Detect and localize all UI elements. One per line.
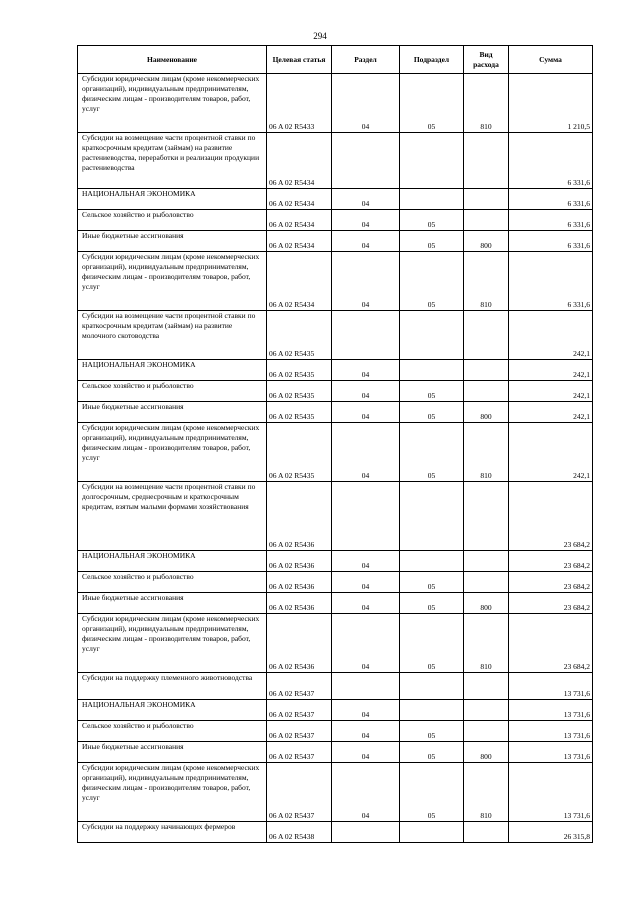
cell-expense-type bbox=[464, 721, 509, 742]
cell-amount: 1 210,5 bbox=[509, 74, 593, 133]
cell-target: 06 A 02 R5434 bbox=[267, 252, 332, 311]
cell-section: 04 bbox=[332, 721, 400, 742]
cell-expense-type bbox=[464, 551, 509, 572]
cell-expense-type bbox=[464, 482, 509, 551]
cell-section: 04 bbox=[332, 381, 400, 402]
cell-target: 06 A 02 R5434 bbox=[267, 189, 332, 210]
cell-name: Иные бюджетные ассигнования bbox=[78, 402, 267, 423]
cell-subsection bbox=[400, 360, 464, 381]
cell-amount: 6 331,6 bbox=[509, 210, 593, 231]
cell-subsection: 05 bbox=[400, 593, 464, 614]
cell-section: 04 bbox=[332, 402, 400, 423]
cell-subsection: 05 bbox=[400, 402, 464, 423]
cell-name: НАЦИОНАЛЬНАЯ ЭКОНОМИКА bbox=[78, 700, 267, 721]
cell-target: 06 A 02 R5437 bbox=[267, 721, 332, 742]
cell-target: 06 A 02 R5436 bbox=[267, 551, 332, 572]
table-row bbox=[78, 721, 593, 742]
cell-amount: 6 331,6 bbox=[509, 252, 593, 311]
table-row bbox=[78, 572, 593, 593]
cell-name: Иные бюджетные ассигнования bbox=[78, 742, 267, 763]
cell-name: Субсидии на возмещение части процентной ставки по долгосрочным, среднесрочным и краткосрочным кредитам, взятым малыми формами хозяйствования bbox=[78, 482, 267, 551]
cell-subsection: 05 bbox=[400, 74, 464, 133]
cell-subsection bbox=[400, 822, 464, 843]
cell-section: 04 bbox=[332, 231, 400, 252]
cell-target: 06 A 02 R5437 bbox=[267, 742, 332, 763]
cell-amount: 242,1 bbox=[509, 360, 593, 381]
cell-amount: 6 331,6 bbox=[509, 231, 593, 252]
cell-section bbox=[332, 133, 400, 189]
cell-subsection bbox=[400, 482, 464, 551]
cell-subsection bbox=[400, 311, 464, 360]
cell-target: 06 A 02 R5435 bbox=[267, 381, 332, 402]
cell-target: 06 A 02 R5434 bbox=[267, 231, 332, 252]
cell-section: 04 bbox=[332, 700, 400, 721]
cell-name: Сельское хозяйство и рыболовство bbox=[78, 210, 267, 231]
cell-subsection bbox=[400, 189, 464, 210]
cell-subsection: 05 bbox=[400, 423, 464, 482]
table-row bbox=[78, 210, 593, 231]
cell-expense-type bbox=[464, 133, 509, 189]
cell-target: 06 A 02 R5437 bbox=[267, 700, 332, 721]
cell-section: 04 bbox=[332, 551, 400, 572]
cell-target: 06 A 02 R5435 bbox=[267, 360, 332, 381]
table-row bbox=[78, 189, 593, 210]
cell-expense-type bbox=[464, 311, 509, 360]
cell-section: 04 bbox=[332, 593, 400, 614]
table-row bbox=[78, 231, 593, 252]
cell-section: 04 bbox=[332, 74, 400, 133]
cell-amount: 6 331,6 bbox=[509, 133, 593, 189]
cell-expense-type bbox=[464, 572, 509, 593]
cell-name: Субсидии юридическим лицам (кроме некоммерческих организаций), индивидуальным предпринимателям, физическим лицам - производителям товаров, работ, услуг bbox=[78, 763, 267, 822]
cell-amount: 242,1 bbox=[509, 311, 593, 360]
cell-name: Субсидии юридическим лицам (кроме некоммерческих организаций), индивидуальным предпринимателям, физическим лицам - производителям товаров, работ, услуг bbox=[78, 252, 267, 311]
cell-subsection: 05 bbox=[400, 742, 464, 763]
cell-subsection: 05 bbox=[400, 763, 464, 822]
cell-amount: 242,1 bbox=[509, 381, 593, 402]
cell-section: 04 bbox=[332, 189, 400, 210]
cell-subsection bbox=[400, 700, 464, 721]
cell-target: 06 A 02 R5437 bbox=[267, 763, 332, 822]
cell-name: Субсидии юридическим лицам (кроме некоммерческих организаций), индивидуальным предпринимателям, физическим лицам - производителям товаров, работ, услуг bbox=[78, 614, 267, 673]
cell-section bbox=[332, 673, 400, 700]
cell-expense-type: 810 bbox=[464, 74, 509, 133]
cell-amount: 13 731,6 bbox=[509, 700, 593, 721]
header-amount: Сумма bbox=[509, 46, 593, 74]
cell-expense-type bbox=[464, 673, 509, 700]
header-subsection: Подраздел bbox=[400, 46, 464, 74]
cell-amount: 23 684,2 bbox=[509, 482, 593, 551]
cell-subsection: 05 bbox=[400, 721, 464, 742]
cell-target: 06 A 02 R5436 bbox=[267, 572, 332, 593]
cell-expense-type bbox=[464, 210, 509, 231]
cell-expense-type: 800 bbox=[464, 593, 509, 614]
cell-expense-type: 810 bbox=[464, 763, 509, 822]
table-row bbox=[78, 381, 593, 402]
cell-name: Субсидии на поддержку начинающих фермеров bbox=[78, 822, 267, 843]
cell-name: Иные бюджетные ассигнования bbox=[78, 231, 267, 252]
cell-subsection: 05 bbox=[400, 231, 464, 252]
table-row bbox=[78, 763, 593, 822]
table-row bbox=[78, 742, 593, 763]
cell-target: 06 A 02 R5436 bbox=[267, 593, 332, 614]
cell-amount: 23 684,2 bbox=[509, 614, 593, 673]
cell-expense-type bbox=[464, 700, 509, 721]
cell-name: Субсидии юридическим лицам (кроме некоммерческих организаций), индивидуальным предпринимателям, физическим лицам - производителям товаров, работ, услуг bbox=[78, 74, 267, 133]
cell-subsection bbox=[400, 673, 464, 700]
cell-section: 04 bbox=[332, 614, 400, 673]
cell-amount: 13 731,6 bbox=[509, 742, 593, 763]
cell-target: 06 A 02 R5437 bbox=[267, 673, 332, 700]
cell-amount: 242,1 bbox=[509, 423, 593, 482]
table-row bbox=[78, 482, 593, 551]
cell-name: Сельское хозяйство и рыболовство bbox=[78, 721, 267, 742]
cell-section: 04 bbox=[332, 252, 400, 311]
cell-subsection bbox=[400, 551, 464, 572]
table-row bbox=[78, 673, 593, 700]
header-section: Раздел bbox=[332, 46, 400, 74]
table-row bbox=[78, 822, 593, 843]
table-row bbox=[78, 423, 593, 482]
cell-amount: 242,1 bbox=[509, 402, 593, 423]
cell-name: Сельское хозяйство и рыболовство bbox=[78, 381, 267, 402]
cell-expense-type: 810 bbox=[464, 614, 509, 673]
cell-section: 04 bbox=[332, 360, 400, 381]
cell-target: 06 A 02 R5435 bbox=[267, 311, 332, 360]
table-header-row bbox=[78, 46, 593, 74]
cell-target: 06 A 02 R5434 bbox=[267, 210, 332, 231]
cell-section: 04 bbox=[332, 210, 400, 231]
table-row bbox=[78, 360, 593, 381]
cell-name: Субсидии на возмещение части процентной ставки по краткосрочным кредитам (займам) на развитие молочного скотоводства bbox=[78, 311, 267, 360]
cell-name: Субсидии на поддержку племенного животноводства bbox=[78, 673, 267, 700]
cell-name: Иные бюджетные ассигнования bbox=[78, 593, 267, 614]
cell-expense-type bbox=[464, 360, 509, 381]
cell-target: 06 A 02 R5436 bbox=[267, 614, 332, 673]
cell-section: 04 bbox=[332, 742, 400, 763]
cell-section bbox=[332, 822, 400, 843]
table-row bbox=[78, 74, 593, 133]
cell-section bbox=[332, 482, 400, 551]
cell-name: Субсидии на возмещение части процентной ставки по краткосрочным кредитам (займам) на развитие растениеводства, переработки и реализации продукции растениеводства bbox=[78, 133, 267, 189]
cell-amount: 13 731,6 bbox=[509, 721, 593, 742]
cell-expense-type: 800 bbox=[464, 742, 509, 763]
cell-expense-type: 800 bbox=[464, 231, 509, 252]
cell-section: 04 bbox=[332, 423, 400, 482]
cell-name: НАЦИОНАЛЬНАЯ ЭКОНОМИКА bbox=[78, 189, 267, 210]
cell-subsection: 05 bbox=[400, 252, 464, 311]
page-number: 294 bbox=[313, 31, 327, 41]
cell-name: Сельское хозяйство и рыболовство bbox=[78, 572, 267, 593]
header-expense-type: Вид расхода bbox=[464, 46, 509, 74]
table-row bbox=[78, 614, 593, 673]
table-row bbox=[78, 252, 593, 311]
cell-subsection: 05 bbox=[400, 210, 464, 231]
header-name: Наименование bbox=[78, 46, 267, 74]
cell-target: 06 A 02 R5438 bbox=[267, 822, 332, 843]
cell-target: 06 A 02 R5434 bbox=[267, 133, 332, 189]
cell-expense-type: 810 bbox=[464, 423, 509, 482]
cell-amount: 23 684,2 bbox=[509, 551, 593, 572]
cell-target: 06 A 02 R5436 bbox=[267, 482, 332, 551]
budget-table bbox=[77, 45, 593, 843]
table-row bbox=[78, 593, 593, 614]
cell-expense-type: 800 bbox=[464, 402, 509, 423]
cell-subsection bbox=[400, 133, 464, 189]
cell-expense-type bbox=[464, 822, 509, 843]
cell-subsection: 05 bbox=[400, 572, 464, 593]
cell-name: НАЦИОНАЛЬНАЯ ЭКОНОМИКА bbox=[78, 360, 267, 381]
cell-amount: 23 684,2 bbox=[509, 572, 593, 593]
cell-subsection: 05 bbox=[400, 614, 464, 673]
cell-section: 04 bbox=[332, 572, 400, 593]
cell-amount: 6 331,6 bbox=[509, 189, 593, 210]
cell-expense-type bbox=[464, 381, 509, 402]
table-row bbox=[78, 133, 593, 189]
cell-section bbox=[332, 311, 400, 360]
cell-expense-type bbox=[464, 189, 509, 210]
cell-section: 04 bbox=[332, 763, 400, 822]
cell-amount: 13 731,6 bbox=[509, 673, 593, 700]
header-target: Целевая статья bbox=[267, 46, 332, 74]
table-row bbox=[78, 700, 593, 721]
cell-expense-type: 810 bbox=[464, 252, 509, 311]
table-row bbox=[78, 311, 593, 360]
cell-amount: 23 684,2 bbox=[509, 593, 593, 614]
table-row bbox=[78, 551, 593, 572]
cell-name: Субсидии юридическим лицам (кроме некоммерческих организаций), индивидуальным предпринимателям, физическим лицам - производителям товаров, работ, услуг bbox=[78, 423, 267, 482]
cell-subsection: 05 bbox=[400, 381, 464, 402]
cell-target: 06 A 02 R5433 bbox=[267, 74, 332, 133]
cell-name: НАЦИОНАЛЬНАЯ ЭКОНОМИКА bbox=[78, 551, 267, 572]
cell-target: 06 A 02 R5435 bbox=[267, 423, 332, 482]
cell-amount: 26 315,8 bbox=[509, 822, 593, 843]
cell-target: 06 A 02 R5435 bbox=[267, 402, 332, 423]
table-row bbox=[78, 402, 593, 423]
cell-amount: 13 731,6 bbox=[509, 763, 593, 822]
